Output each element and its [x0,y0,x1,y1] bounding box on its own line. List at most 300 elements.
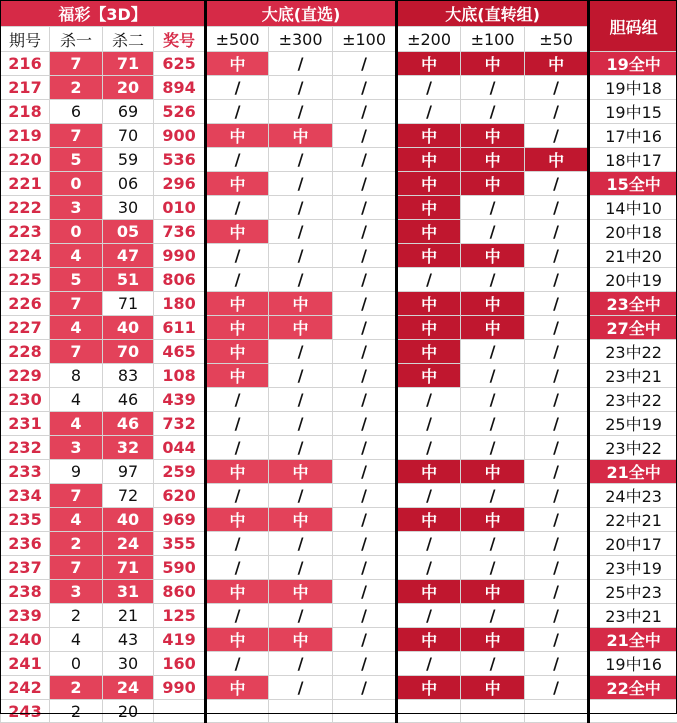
c200-cell: 中 [397,244,461,268]
c50-cell: / [525,196,589,220]
table-row [1,364,677,388]
d500-cell: 中 [206,340,269,364]
d500-cell: 中 [206,124,269,148]
d100-cell: / [333,292,397,316]
d100-cell: / [333,556,397,580]
d500-cell: 中 [206,316,269,340]
table-row [1,76,677,100]
c100-cell: / [461,76,525,100]
d100-cell: / [333,220,397,244]
d500-cell: / [206,148,269,172]
d300-cell: 中 [269,628,333,652]
kill1-cell: 4 [50,316,103,340]
kill1-cell: 0 [50,220,103,244]
col-c100: ±100 [461,27,525,52]
c200-cell: 中 [397,340,461,364]
prize-cell: 969 [154,508,206,532]
c200-cell: 中 [397,364,461,388]
prize-cell: 990 [154,244,206,268]
kill1-cell: 3 [50,436,103,460]
d300-cell: / [269,388,333,412]
period-cell: 226 [1,292,50,316]
dan-cell: 25中19 [589,412,677,436]
c50-cell: / [525,412,589,436]
period-cell: 242 [1,676,50,700]
group-direct-title: 大底(直选) [206,1,397,27]
d500-cell: / [206,196,269,220]
kill1-cell: 7 [50,556,103,580]
c50-cell: / [525,124,589,148]
table-row [1,652,677,676]
prize-cell: 355 [154,532,206,556]
c50-cell: / [525,604,589,628]
c100-cell: 中 [461,124,525,148]
dan-cell: 14中10 [589,196,677,220]
d300-cell: / [269,604,333,628]
prize-cell: 296 [154,172,206,196]
d100-cell: / [333,172,397,196]
c100-cell: / [461,532,525,556]
c50-cell: / [525,532,589,556]
kill1-cell: 2 [50,676,103,700]
table-row [1,556,677,580]
table-row [1,580,677,604]
period-cell: 227 [1,316,50,340]
d500-cell: / [206,436,269,460]
period-cell: 232 [1,436,50,460]
dan-cell [589,700,677,723]
d100-cell: / [333,148,397,172]
prize-cell: 439 [154,388,206,412]
c100-cell: 中 [461,292,525,316]
period-cell: 216 [1,52,50,76]
c50-cell: / [525,268,589,292]
dan-cell: 23中21 [589,364,677,388]
kill1-cell: 2 [50,700,103,723]
c100-cell: / [461,388,525,412]
d300-cell [269,700,333,723]
col-d300: ±300 [269,27,333,52]
period-cell: 221 [1,172,50,196]
prize-cell: 860 [154,580,206,604]
dan-title: 胆码组 [589,1,677,52]
c200-cell: / [397,76,461,100]
c100-cell: / [461,220,525,244]
kill1-cell: 7 [50,124,103,148]
kill1-cell: 7 [50,52,103,76]
c50-cell: / [525,292,589,316]
d100-cell: / [333,580,397,604]
c200-cell: 中 [397,676,461,700]
period-cell: 217 [1,76,50,100]
d100-cell: / [333,316,397,340]
prize-cell: 611 [154,316,206,340]
c50-cell: / [525,316,589,340]
kill2-cell: 20 [103,76,154,100]
c200-cell: 中 [397,316,461,340]
kill1-cell: 8 [50,364,103,388]
table-row [1,700,677,723]
c100-cell: / [461,196,525,220]
c200-cell: / [397,484,461,508]
table-row [1,316,677,340]
table-row [1,484,677,508]
d300-cell: / [269,676,333,700]
prize-cell: 625 [154,52,206,76]
c50-cell: / [525,508,589,532]
d100-cell: / [333,676,397,700]
d100-cell: / [333,340,397,364]
dan-cell: 21全中 [589,628,677,652]
dan-cell: 18中17 [589,148,677,172]
prize-cell [154,700,206,723]
d300-cell: / [269,532,333,556]
d300-cell: / [269,340,333,364]
c50-cell: / [525,172,589,196]
kill2-cell: 40 [103,316,154,340]
period-cell: 237 [1,556,50,580]
d500-cell [206,700,269,723]
kill2-cell: 72 [103,484,154,508]
c200-cell: / [397,556,461,580]
c200-cell: / [397,436,461,460]
kill2-cell: 83 [103,364,154,388]
table-row [1,460,677,484]
c100-cell: / [461,652,525,676]
d100-cell: / [333,412,397,436]
d500-cell: / [206,268,269,292]
c50-cell: 中 [525,52,589,76]
d300-cell: / [269,52,333,76]
d300-cell: 中 [269,292,333,316]
d100-cell: / [333,52,397,76]
dan-cell: 23中22 [589,436,677,460]
kill2-cell: 43 [103,628,154,652]
prize-cell: 259 [154,460,206,484]
d300-cell: / [269,76,333,100]
header-row-top [1,1,677,27]
d300-cell: / [269,268,333,292]
table-row [1,508,677,532]
c200-cell: / [397,268,461,292]
c100-cell: 中 [461,244,525,268]
table-row [1,340,677,364]
d100-cell: / [333,76,397,100]
prize-cell: 732 [154,412,206,436]
dan-cell: 27全中 [589,316,677,340]
dan-cell: 23中22 [589,340,677,364]
dan-cell: 23中19 [589,556,677,580]
c50-cell: / [525,220,589,244]
prize-cell: 894 [154,76,206,100]
kill2-cell: 21 [103,604,154,628]
col-d500: ±500 [206,27,269,52]
period-cell: 235 [1,508,50,532]
c200-cell: 中 [397,196,461,220]
dan-cell: 15全中 [589,172,677,196]
c100-cell: 中 [461,316,525,340]
d300-cell: / [269,148,333,172]
d500-cell: / [206,388,269,412]
kill1-cell: 2 [50,604,103,628]
dan-cell: 19中15 [589,100,677,124]
period-cell: 241 [1,652,50,676]
d500-cell: 中 [206,628,269,652]
c100-cell: / [461,268,525,292]
c200-cell: / [397,388,461,412]
c200-cell: / [397,604,461,628]
col-period: 期号 [1,27,50,52]
dan-cell: 20中19 [589,268,677,292]
period-cell: 229 [1,364,50,388]
d100-cell: / [333,436,397,460]
dan-cell: 19全中 [589,52,677,76]
c100-cell: / [461,100,525,124]
kill2-cell: 30 [103,652,154,676]
c200-cell: / [397,532,461,556]
dan-cell: 22全中 [589,676,677,700]
c100-cell: 中 [461,460,525,484]
table-row [1,412,677,436]
dan-cell: 19中18 [589,76,677,100]
c50-cell: / [525,244,589,268]
table-row [1,244,677,268]
kill1-cell: 5 [50,148,103,172]
dan-cell: 17中16 [589,124,677,148]
c200-cell: 中 [397,508,461,532]
prize-cell: 620 [154,484,206,508]
kill1-cell: 7 [50,340,103,364]
kill1-cell: 4 [50,244,103,268]
dan-cell: 23中21 [589,604,677,628]
dan-cell: 23全中 [589,292,677,316]
c50-cell: / [525,460,589,484]
dan-cell: 25中23 [589,580,677,604]
c50-cell: / [525,436,589,460]
c200-cell: / [397,412,461,436]
d500-cell: / [206,652,269,676]
kill1-cell: 0 [50,652,103,676]
d500-cell: 中 [206,52,269,76]
d100-cell [333,700,397,723]
kill2-cell: 24 [103,676,154,700]
d300-cell: 中 [269,460,333,484]
table-row [1,292,677,316]
c50-cell: / [525,388,589,412]
table-row [1,220,677,244]
kill1-cell: 3 [50,580,103,604]
c100-cell: / [461,484,525,508]
kill2-cell: 05 [103,220,154,244]
col-kill2: 杀二 [103,27,154,52]
c200-cell: 中 [397,628,461,652]
c100-cell: 中 [461,580,525,604]
c50-cell: / [525,100,589,124]
kill1-cell: 4 [50,412,103,436]
prize-cell: 900 [154,124,206,148]
prize-cell: 526 [154,100,206,124]
table-row [1,388,677,412]
table-row [1,676,677,700]
d500-cell: 中 [206,172,269,196]
d500-cell: / [206,604,269,628]
c50-cell: / [525,556,589,580]
period-cell: 225 [1,268,50,292]
c100-cell: / [461,604,525,628]
d100-cell: / [333,196,397,220]
kill2-cell: 30 [103,196,154,220]
c200-cell: 中 [397,460,461,484]
period-cell: 238 [1,580,50,604]
period-cell: 239 [1,604,50,628]
prize-cell: 180 [154,292,206,316]
col-c50: ±50 [525,27,589,52]
d300-cell: 中 [269,124,333,148]
c50-cell: / [525,628,589,652]
d500-cell: / [206,76,269,100]
table-row [1,436,677,460]
d100-cell: / [333,652,397,676]
kill2-cell: 71 [103,556,154,580]
c50-cell: / [525,676,589,700]
d300-cell: / [269,244,333,268]
d500-cell: / [206,484,269,508]
kill1-cell: 0 [50,172,103,196]
c100-cell: 中 [461,172,525,196]
kill2-cell: 70 [103,124,154,148]
c100-cell: 中 [461,148,525,172]
table-row [1,148,677,172]
kill1-cell: 4 [50,628,103,652]
kill1-cell: 2 [50,76,103,100]
table-row [1,52,677,76]
c50-cell: 中 [525,148,589,172]
period-cell: 240 [1,628,50,652]
c50-cell: / [525,364,589,388]
prize-cell: 736 [154,220,206,244]
kill2-cell: 24 [103,532,154,556]
kill2-cell: 31 [103,580,154,604]
kill1-cell: 9 [50,460,103,484]
d500-cell: / [206,100,269,124]
period-cell: 234 [1,484,50,508]
dan-cell: 22中21 [589,508,677,532]
d300-cell: / [269,436,333,460]
c200-cell: 中 [397,220,461,244]
col-c200: ±200 [397,27,461,52]
kill2-cell: 32 [103,436,154,460]
c100-cell: / [461,412,525,436]
prize-cell: 419 [154,628,206,652]
c50-cell [525,700,589,723]
c200-cell: 中 [397,172,461,196]
kill2-cell: 06 [103,172,154,196]
d500-cell: 中 [206,676,269,700]
kill2-cell: 51 [103,268,154,292]
c200-cell: 中 [397,124,461,148]
period-cell: 236 [1,532,50,556]
prize-cell: 590 [154,556,206,580]
prize-cell: 010 [154,196,206,220]
kill1-cell: 7 [50,292,103,316]
period-cell: 230 [1,388,50,412]
c100-cell: 中 [461,508,525,532]
period-cell: 224 [1,244,50,268]
d300-cell: / [269,196,333,220]
dan-cell: 24中23 [589,484,677,508]
kill2-cell: 47 [103,244,154,268]
c100-cell: / [461,556,525,580]
prize-cell: 125 [154,604,206,628]
d100-cell: / [333,532,397,556]
kill1-cell: 4 [50,388,103,412]
dan-cell: 20中17 [589,532,677,556]
kill2-cell: 46 [103,388,154,412]
prize-cell: 806 [154,268,206,292]
d100-cell: / [333,100,397,124]
d300-cell: / [269,484,333,508]
kill1-cell: 2 [50,532,103,556]
c200-cell: 中 [397,52,461,76]
c200-cell: / [397,100,461,124]
c200-cell: 中 [397,148,461,172]
d100-cell: / [333,124,397,148]
table-row [1,604,677,628]
kill2-cell: 46 [103,412,154,436]
period-cell: 228 [1,340,50,364]
c200-cell: / [397,652,461,676]
d100-cell: / [333,628,397,652]
period-cell: 222 [1,196,50,220]
d300-cell: / [269,100,333,124]
d100-cell: / [333,508,397,532]
d500-cell: 中 [206,508,269,532]
kill2-cell: 20 [103,700,154,723]
dan-cell: 20中18 [589,220,677,244]
d500-cell: / [206,532,269,556]
prize-cell: 160 [154,652,206,676]
d500-cell: 中 [206,364,269,388]
kill2-cell: 97 [103,460,154,484]
kill2-cell: 71 [103,52,154,76]
kill1-cell: 6 [50,100,103,124]
d300-cell: / [269,556,333,580]
kill2-cell: 40 [103,508,154,532]
d100-cell: / [333,604,397,628]
c50-cell: / [525,340,589,364]
c50-cell: / [525,580,589,604]
period-cell: 233 [1,460,50,484]
kill1-cell: 5 [50,268,103,292]
lottery-title: 福彩【3D】 [1,1,206,27]
d500-cell: / [206,412,269,436]
c100-cell: / [461,340,525,364]
group-combo-title: 大底(直转组) [397,1,589,27]
d500-cell: 中 [206,220,269,244]
d100-cell: / [333,388,397,412]
d100-cell: / [333,484,397,508]
period-cell: 218 [1,100,50,124]
d500-cell: / [206,556,269,580]
col-d100: ±100 [333,27,397,52]
d300-cell: / [269,172,333,196]
col-prize: 奖号 [154,27,206,52]
kill2-cell: 71 [103,292,154,316]
d500-cell: / [206,244,269,268]
c100-cell: / [461,436,525,460]
kill2-cell: 70 [103,340,154,364]
period-cell: 243 [1,700,50,723]
